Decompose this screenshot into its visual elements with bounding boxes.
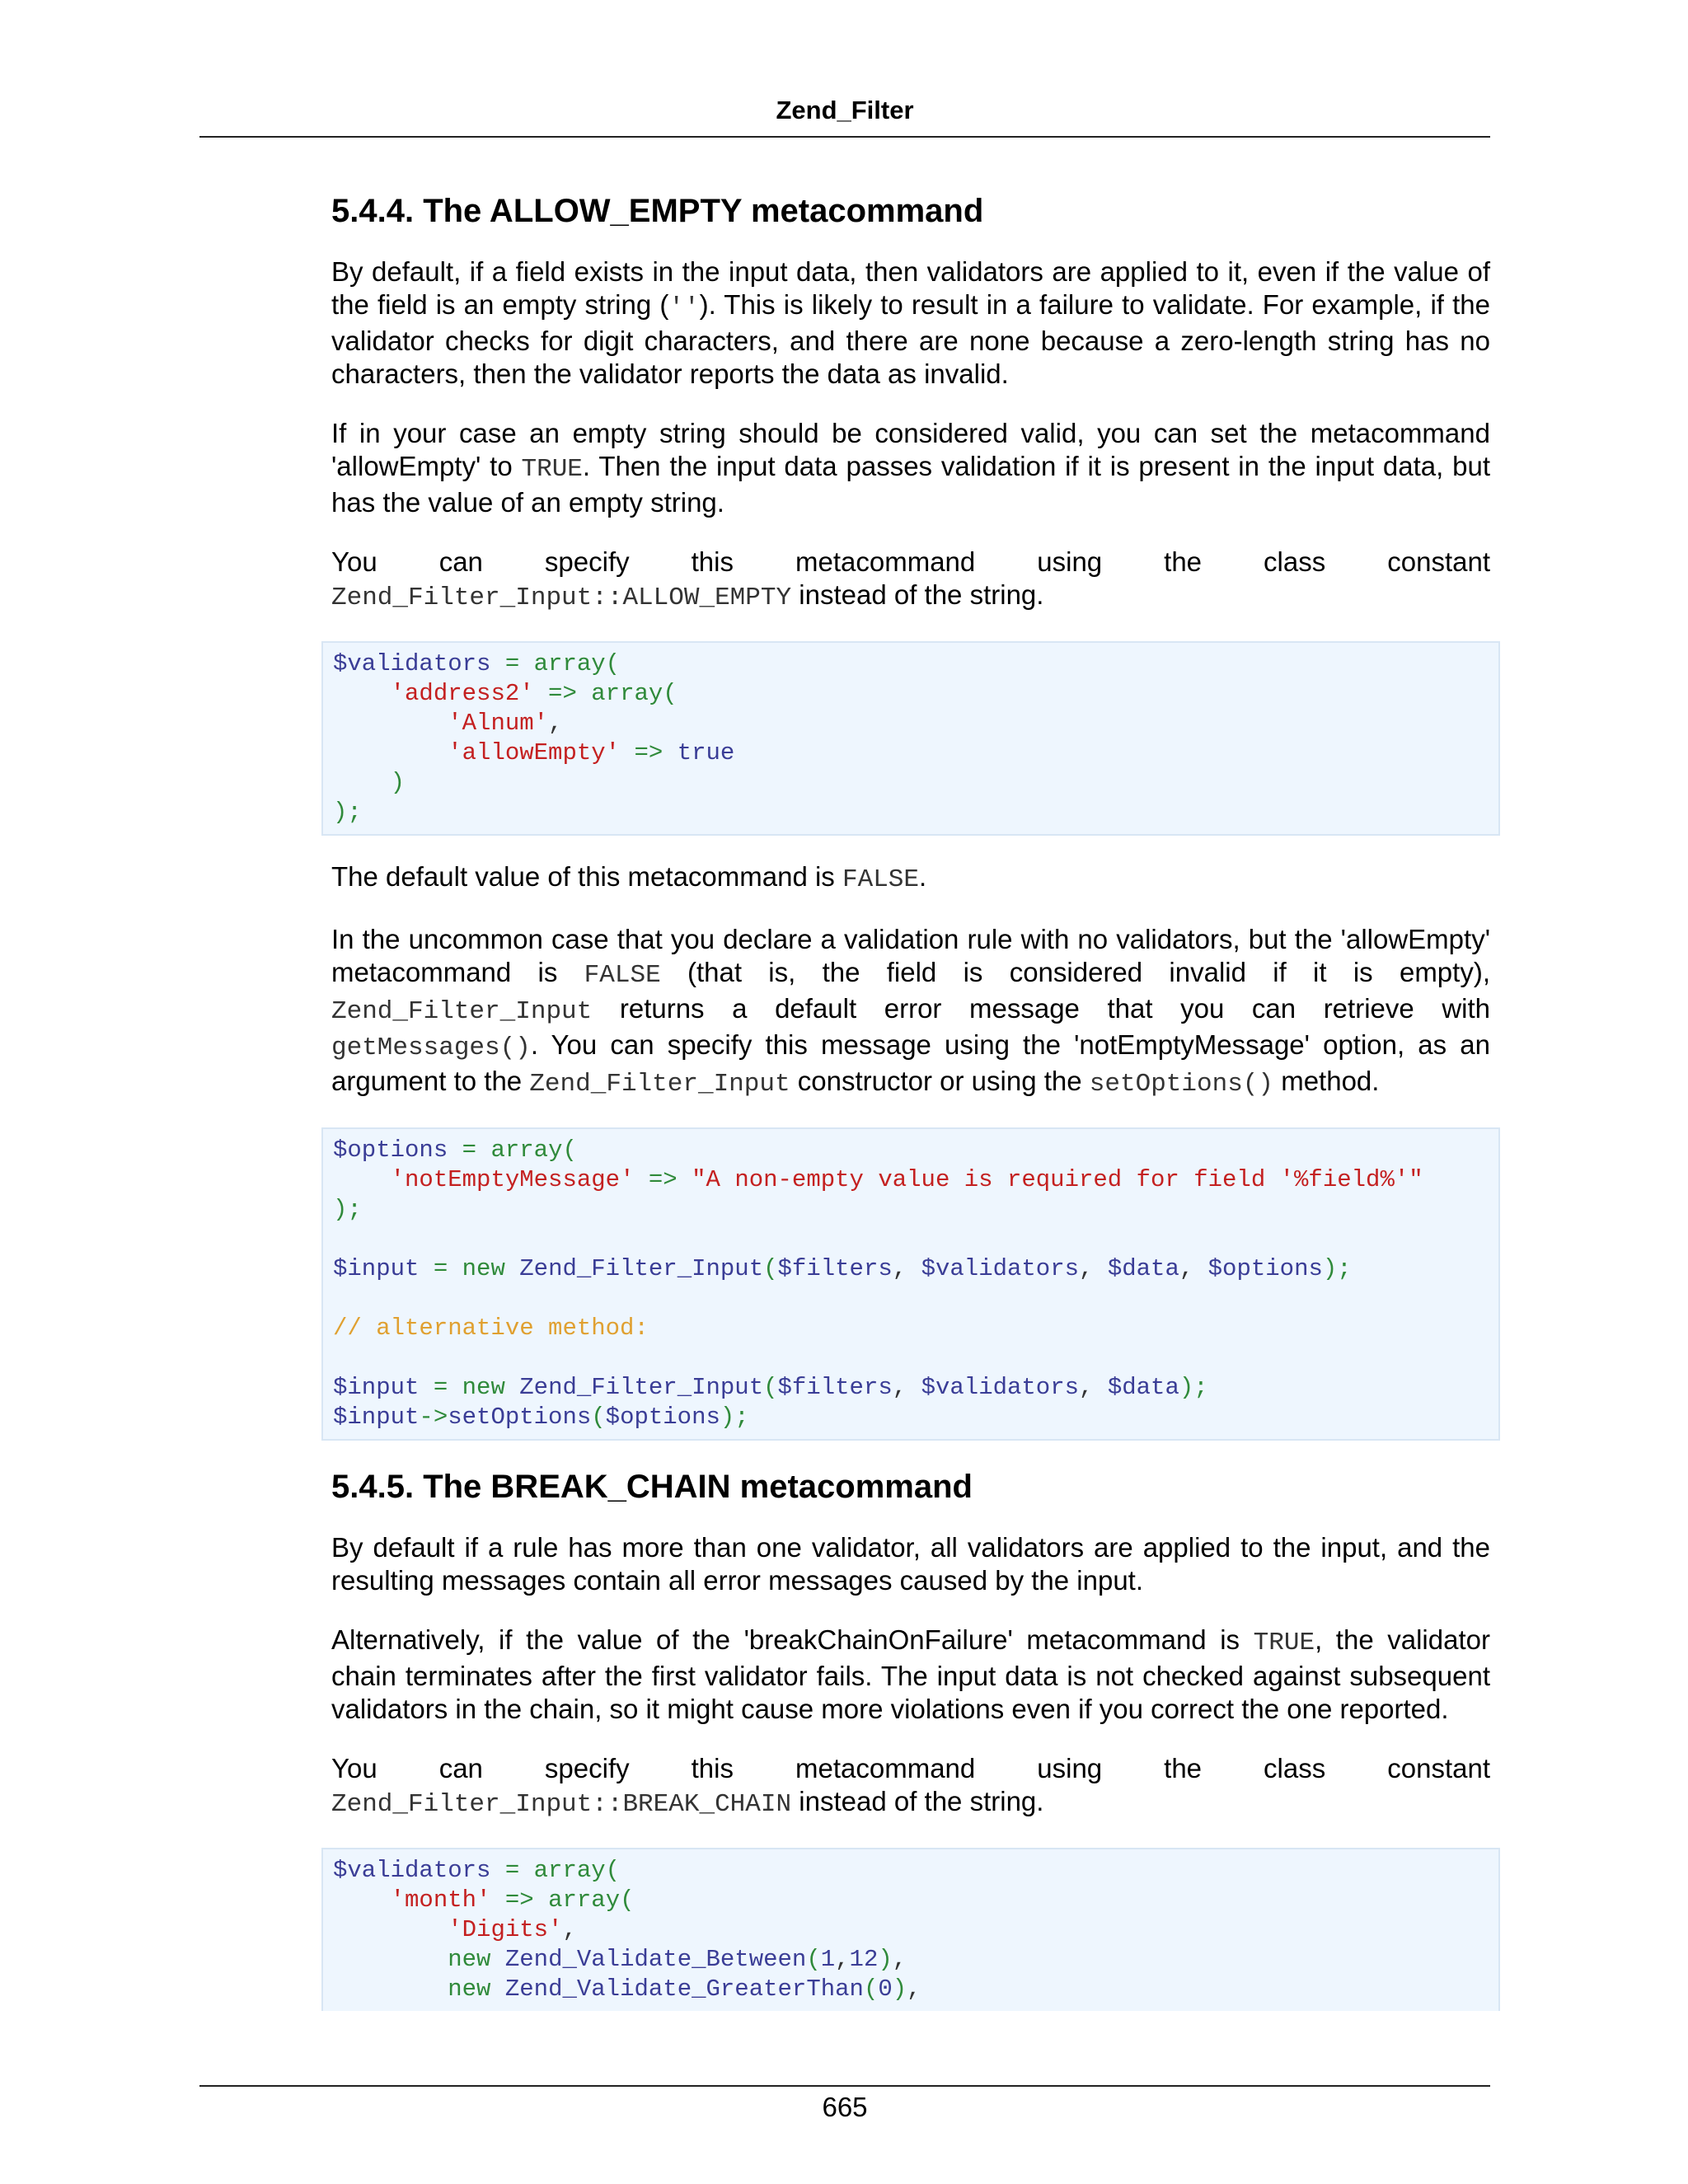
paragraph: Alternatively, if the value of the 'breakChainOnFailure' metacommand is TRUE, the validator chain terminates after the first validator fails. The input data is not checked against subsequent validators in the chain, so it might cause more violations even if you correct the one reported. (331, 1624, 1490, 1724)
code-line: ); (333, 1196, 362, 1223)
inline-code: Zend_Filter_Input::BREAK_CHAIN (331, 1790, 792, 1819)
inline-code: FALSE (842, 865, 919, 894)
section-heading-allow-empty: 5.4.4. The ALLOW_EMPTY metacommand (331, 193, 984, 229)
code-block (321, 1848, 1500, 2011)
code-line: 'Digits', (448, 1916, 577, 1943)
page-content (331, 190, 1490, 2011)
paragraph: In the uncommon case that you declare a validation rule with no validators, but the 'allowEmpty' metacommand is FALSE (that is, the field is considered invalid if it is empty), Zend_Filter_Input returns a default error message that you can retrieve with getMessages(). You can specify this message using the 'notEmptyMessage' option, as an argument to the Zend_Filter_Input constructor or using the setOptions() method. (331, 924, 1490, 1099)
inline-code: TRUE (1253, 1629, 1315, 1657)
code-line: $options = array( (333, 1137, 577, 1164)
inline-code: Zend_Filter_Input (529, 1070, 790, 1099)
code-block (321, 1127, 1500, 1441)
inline-code: getMessages() (331, 1033, 531, 1062)
paragraph: By default, if a field exists in the input data, then validators are applied to it, even if the value of the field is an empty string (''). This is likely to result in a failure to validate. For example, if the validator checks for digit characters, and there are none because a zero-length string has no characters, then the validator reports the data as invalid. (331, 256, 1490, 389)
inline-code: Zend_Filter_Input::ALLOW_EMPTY (331, 583, 792, 612)
footer-rule (199, 2085, 1490, 2087)
paragraph: You can specify this metacommand using the class constant Zend_Filter_Input::BREAK_CHAIN instead of the string. (331, 1753, 1490, 1819)
inline-code: TRUE (521, 455, 583, 484)
code-line: 'allowEmpty' => true (448, 739, 735, 766)
inline-code: setOptions() (1089, 1070, 1274, 1099)
code-line: ) (390, 769, 406, 796)
page-header-title: Zend_Filter (776, 96, 914, 124)
code-line: new Zend_Validate_GreaterThan(0), (448, 1975, 921, 2003)
code-line: // alternative method: (333, 1315, 649, 1342)
paragraph: You can specify this metacommand using the class constant Zend_Filter_Input::ALLOW_EMPTY instead of the string. (331, 546, 1490, 612)
paragraph: If in your case an empty string should be considered valid, you can set the metacommand 'allowEmpty' to TRUE. Then the input data passes validation if it is present in the input data, but has the value of an empty string. (331, 418, 1490, 518)
code-line (333, 1284, 1489, 1314)
code-block (321, 641, 1500, 836)
code-line: 'month' => array( (390, 1886, 635, 1914)
code-line (333, 1343, 1489, 1373)
code-line: $input->setOptions($options); (333, 1404, 749, 1431)
code-line: $validators = array( (333, 1857, 621, 1884)
code-line: $validators = array( (333, 650, 621, 677)
section-heading-break-chain: 5.4.5. The BREAK_CHAIN metacommand (331, 1469, 973, 1505)
code-line: new Zend_Validate_Between(1,12), (448, 1946, 907, 1973)
code-line: $input = new Zend_Filter_Input($filters, $validators, $data); (333, 1374, 1208, 1401)
inline-code: FALSE (584, 961, 661, 990)
inline-code: '' (668, 293, 700, 322)
inline-code: Zend_Filter_Input (331, 997, 593, 1026)
header-rule (199, 136, 1490, 138)
code-line: 'notEmptyMessage' => "A non-empty value is required for field '%field%'" (390, 1166, 1423, 1193)
code-line (333, 1225, 1489, 1254)
page-number: 665 (822, 2092, 868, 2122)
code-line: 'Alnum', (448, 710, 563, 737)
paragraph: By default if a rule has more than one validator, all validators are applied to the input, and the resulting messages contain all error messages caused by the input. (331, 1532, 1490, 1596)
paragraph: The default value of this metacommand is FALSE. (331, 861, 927, 894)
code-line: $input = new Zend_Filter_Input($filters, $validators, $data, $options); (333, 1255, 1352, 1282)
code-line: ); (333, 799, 362, 826)
code-line: 'address2' => array( (390, 680, 678, 707)
